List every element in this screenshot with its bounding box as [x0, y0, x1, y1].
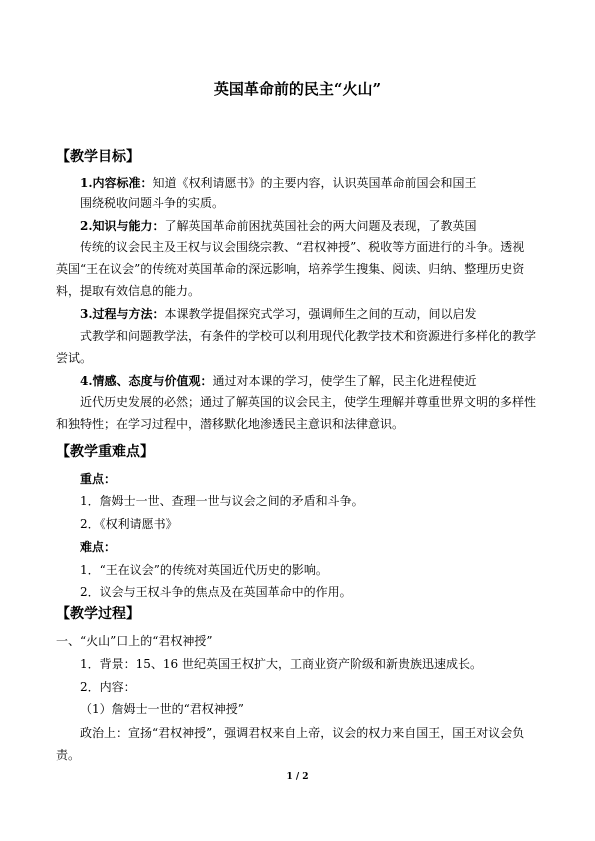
goal-2-text: 了解英国革命前困扰英国社会的两大问题及表现，了教英国: [164, 219, 477, 233]
goal-1-cont: 围绕税收问题斗争的实质。: [80, 196, 225, 210]
difficulty-item-1: 1．“王在议会”的传统对英国近代历史的影响。: [80, 563, 328, 577]
goal-1-label: 1.内容标准：: [80, 176, 153, 190]
goal-1-text: 知道《权利请愿书》的主要内容，认识英国革命前国会和国王: [152, 176, 477, 190]
goal-3-line: [80, 307, 477, 321]
goal-4-line: [80, 374, 477, 388]
goal-2-cont-3: 料，提取有效信息的能力。: [56, 284, 201, 298]
page-number: 1 / 2: [286, 772, 309, 782]
goal-3-cont-2: 尝试。: [56, 351, 93, 365]
goal-2-label: 2.知识与能力：: [80, 219, 165, 233]
goal-2-line: [80, 219, 477, 233]
goal-2-cont-1: 传统的议会民主及王权与议会围绕宗教、“君权神授”、税收等方面进行的斗争。透视: [80, 240, 525, 254]
goal-3-cont-1: 式教学和问题教学法，有条件的学校可以利用现代化教学技术和资源进行多样化的教学: [80, 329, 537, 343]
section-heading-process: 【教学过程】: [56, 606, 140, 622]
process-background: 1．背景：15、16 世纪英国王权扩大，工商业资产阶级和新贵族迅速成长。: [80, 657, 482, 671]
goal-4-cont-2: 和独特性；在学习过程中，潜移默化地渗透民主意识和法律意识。: [56, 417, 405, 431]
process-content-label: 2．内容：: [80, 680, 136, 694]
difficulty-item-2: 2．议会与王权斗争的焦点及在英国革命中的作用。: [80, 585, 352, 599]
process-politics-cont: 责。: [56, 748, 81, 762]
goal-3-text: 本课教学提倡探究式学习，强调师生之间的互动，间以启发: [164, 307, 477, 321]
process-politics: 政治上：宣扬“君权神授”，强调君权来自上帝，议会的权力来自国王，国王对议会负: [80, 726, 525, 740]
goal-3-label: 3.过程与方法：: [80, 307, 165, 321]
difficulty-label: 难点：: [80, 540, 117, 554]
goal-2-cont-2: 英国“王在议会”的传统对英国革命的深远影响，培养学生搜集、阅读、归纳、整理历史资: [56, 262, 525, 276]
goal-4-cont-1: 近代历史发展的必然；通过了解英国的议会民主，使学生理解并尊重世界文明的多样性: [80, 395, 537, 409]
goal-1-line: [80, 176, 477, 190]
section-heading-goals: 【教学目标】: [56, 149, 140, 165]
focus-item-1: 1．詹姆士一世、查理一世与议会之间的矛盾和斗争。: [80, 494, 364, 508]
section-heading-keypoints: 【教学重难点】: [56, 444, 154, 460]
goal-4-label: 4.情感、态度与价值观：: [80, 374, 213, 388]
focus-item-2: 2．《权利请愿书》: [80, 517, 178, 531]
goal-4-text: 通过对本课的学习，使学生了解，民主化进程使近: [212, 374, 477, 388]
process-subitem-1: （1）詹姆士一世的“君权神授”: [80, 702, 244, 716]
document-title: 英国革命前的民主“火山”: [213, 80, 382, 98]
focus-label: 重点：: [80, 472, 117, 486]
process-heading-1: 一、“火山”口上的“君权神授”: [56, 634, 213, 648]
